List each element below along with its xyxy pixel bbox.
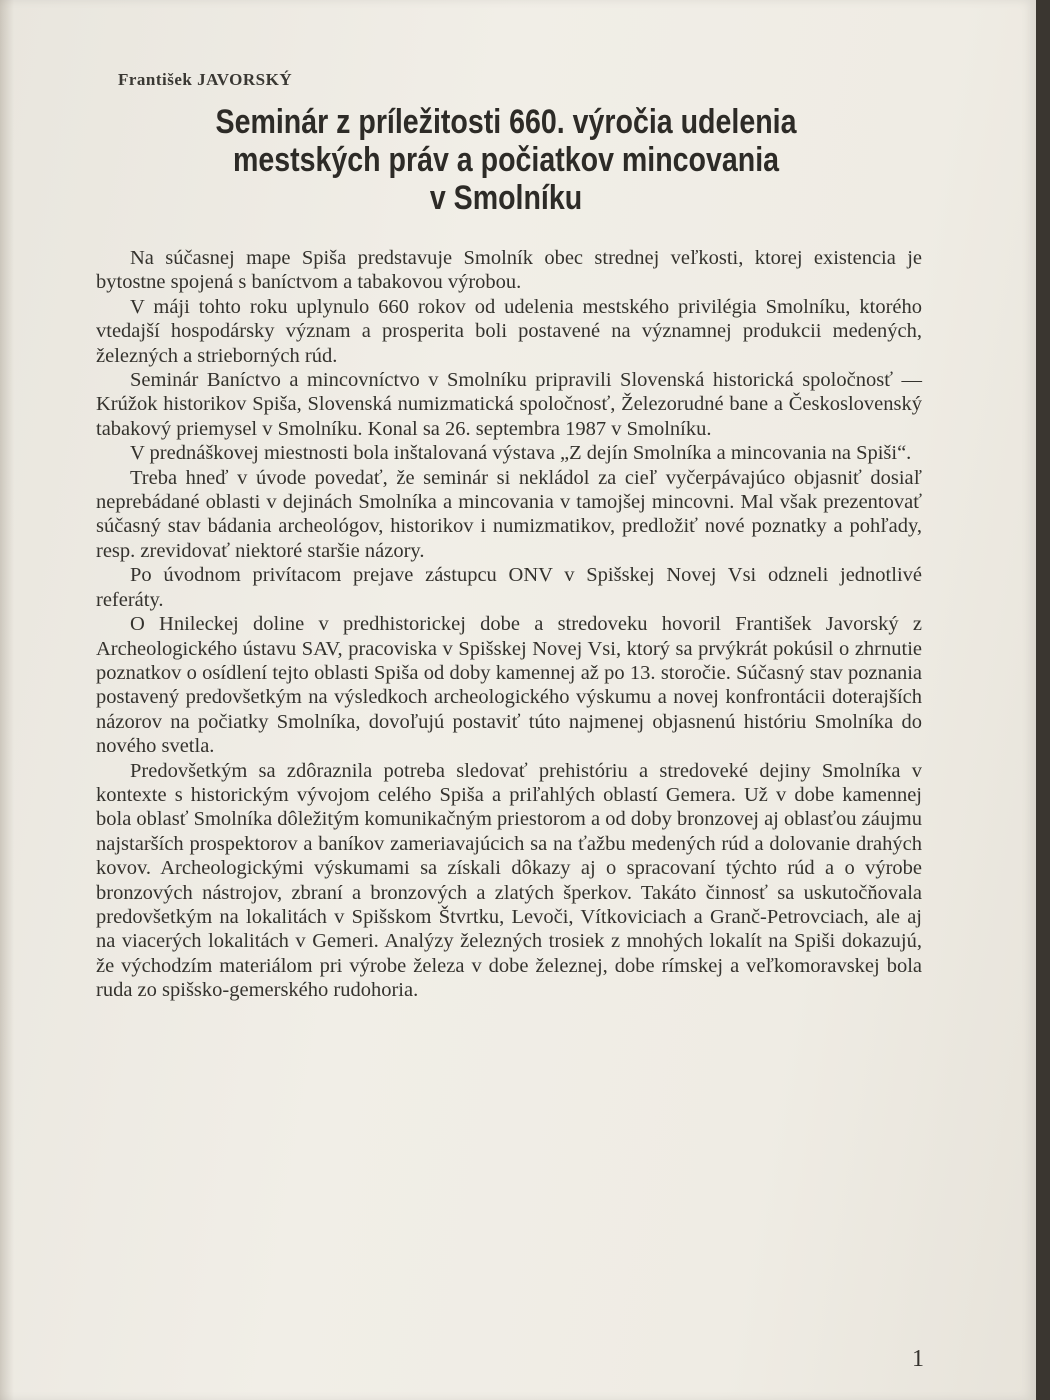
paragraph: V prednáškovej miestnosti bola inštalovaná výstava „Z dejín Smolníka a mincovania na Spiši“. [130, 442, 912, 465]
paragraph: O Hnileckej doline v predhistorickej dobe a stredoveku hovoril František Javorský z Archeologického ústavu SAV, pracoviska v Spišskej Novej Vsi, ktorý sa prvýkrát pokúsil o zhrnutie poznatkov o osídlení tejto oblasti Spiša od doby kamennej až po 13. storočie. Súčasný stav poznania postavený predovšetkým na výsledkoch archeologického výskumu a novej konfrontácii doterajších názorov na počiatky Smolníka, dovoľujú postaviť túto najmenej objasnenú históriu Smolníka do nového svetla. [96, 613, 922, 758]
paragraph: Po úvodnom privítacom prejave zástupcu ONV v Spišskej Novej Vsi odzneli jednotlivé referáty. [96, 564, 922, 611]
paragraph: Predovšetkým sa zdôraznila potreba sledovať prehistóriu a stredoveké dejiny Smolníka v kontexte s historickým vývojom celého Spiša a priľahlých oblastí Gemera. Už v dobe kamennej bola oblasť Smolníka dôležitým komunikačným priestorom a od doby bronzovej aj oblasťou záujmu najstarších prospektorov a baníkov zameriavajúcich sa na ťažbu medených rúd a dolovanie drahých kovov. Archeologickými výskumami sa získali dôkazy aj o spracovaní týchto rúd a o výrobe bronzových nástrojov, zbraní a bronzových a zlatých šperkov. Takáto činnosť sa uskutočňovala predovšetkým na lokalitách v Spišskom Štvrtku, Levoči, Vítkoviciach a Granč-Petrovciach, ale aj na viacerých lokalitách v Gemeri. Analýzy železných trosiek z mnohých lokalít na Spiši dokazujú, že východzím materiálom pri výrobe železa v dobe železnej, dobe rímskej a veľkomoravskej bola ruda zo spišsko-gemerského rudohoria. [96, 759, 922, 1002]
author-name: František JAVORSKÝ [118, 70, 293, 89]
article-title [172, 103, 841, 217]
paragraph: Na súčasnej mape Spiša predstavuje Smolník obec strednej veľkosti, ktorej existencia je bytostne spojená s baníctvom a tabakovou výrobou. [96, 247, 922, 294]
title-line-1: Seminár z príležitosti 660. výročia udelenia [215, 103, 797, 141]
article-body [96, 246, 922, 1003]
title-line-3: v Smolníku [429, 179, 583, 217]
page-edge-shadow [0, 0, 14, 1400]
paragraph: Treba hneď v úvode povedať, že seminár si nekládol za cieľ vyčerpávajúco objasniť dosiaľ neprebádané oblasti v dejinách Smolníka a mincovania v tamojšej mincovni. Mal však prezentovať súčasný stav bádania archeológov, historikov i numizmatikov, predložiť nové poznatky a pohľady, resp. zrevidovať niektoré staršie názory. [96, 466, 922, 562]
paragraph: V máji tohto roku uplynulo 660 rokov od udelenia mestského privilégia Smolníku, ktorého vtedajší hospodársky význam a prosperita boli postavené na významnej produkcii medených, železných a strieborných rúd. [96, 295, 922, 367]
paragraph: Seminár Baníctvo a mincovníctvo v Smolníku pripravili Slovenská historická spoločnosť — Krúžok historikov Spiša, Slovenská numizmatická spoločnosť, Železorudné bane a Československý tabakový priemysel v Smolníku. Konal sa 26. septembra 1987 v Smolníku. [96, 369, 922, 440]
page-number: 1 [912, 1346, 924, 1372]
title-line-2: mestských práv a počiatkov mincovania [232, 141, 780, 179]
